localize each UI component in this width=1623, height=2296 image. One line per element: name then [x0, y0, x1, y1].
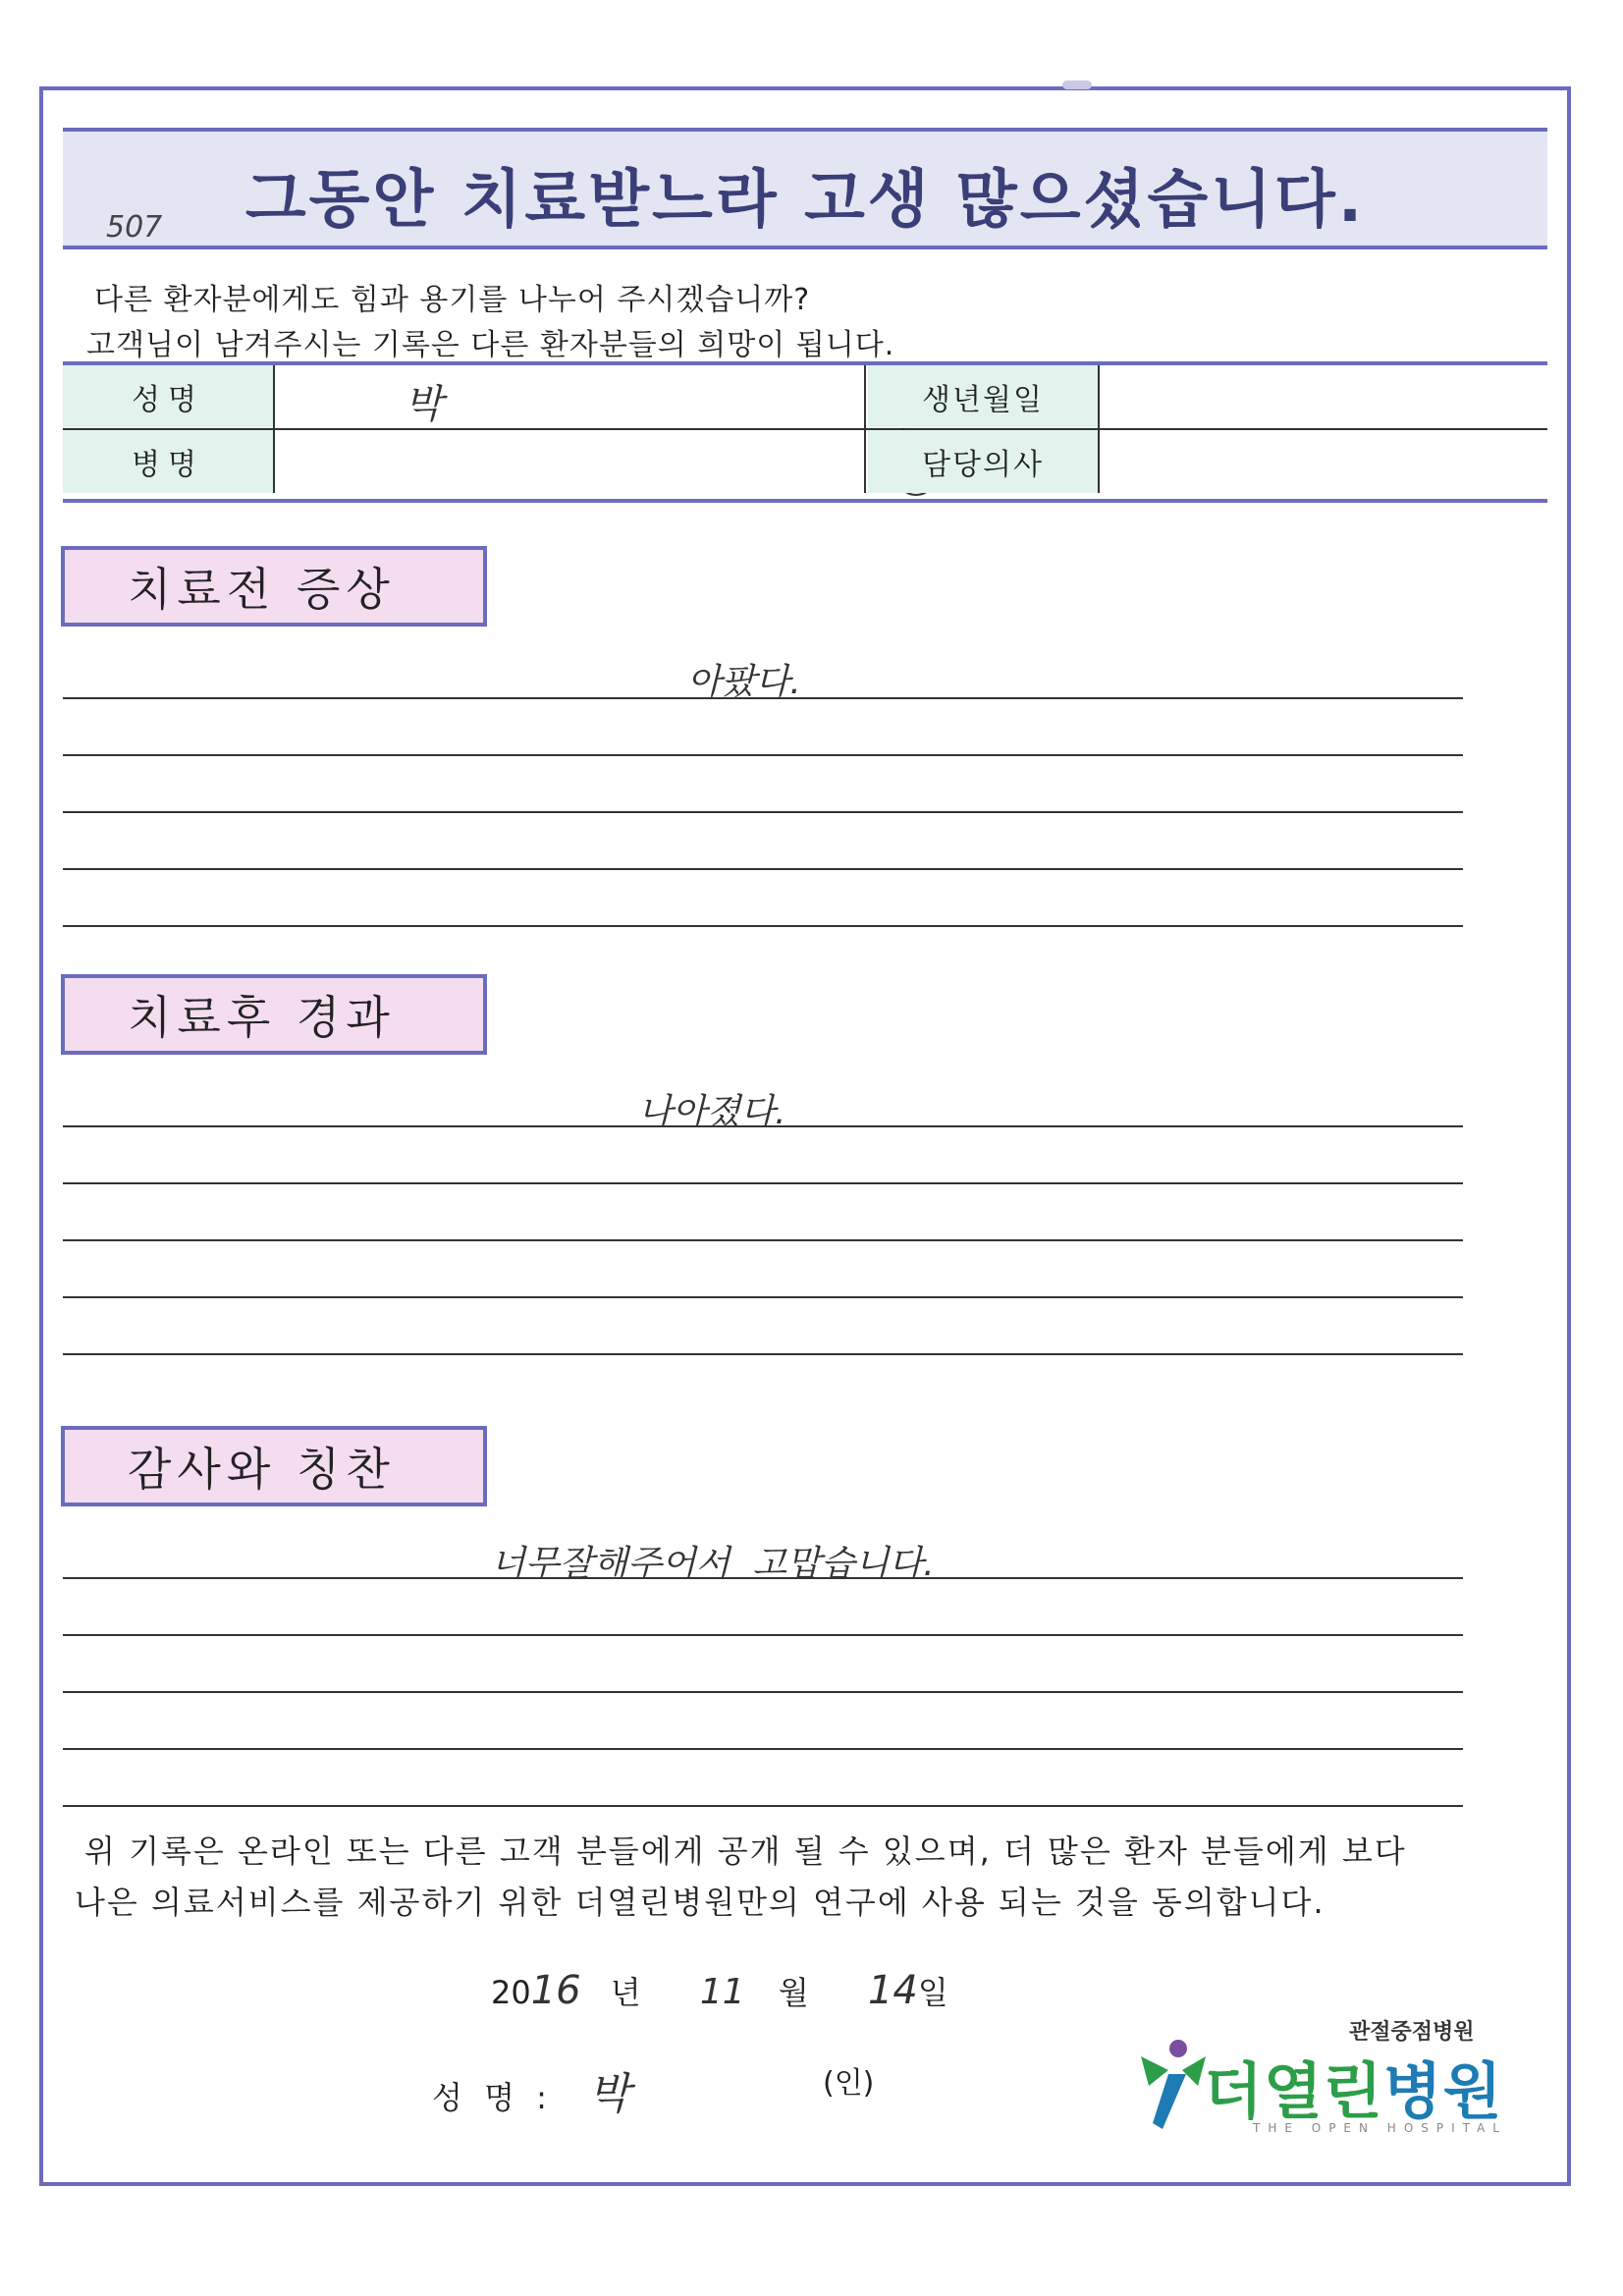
writing-line [63, 1691, 1463, 1693]
name-label: 성명 [63, 365, 275, 428]
answer-before: 아팠다. [687, 662, 801, 702]
doctor-label: 담당의사 [868, 430, 1100, 493]
consent-line-1: 위 기록은 온라인 또는 다른 고객 분들에게 공개 될 수 있으며, 더 많은 환자 분들에게 보다 [84, 1832, 1407, 1870]
writing-line [63, 1125, 1463, 1127]
logo-tagline: 관절중점병원 [1349, 2020, 1475, 2045]
month-label: 월 [778, 1974, 809, 2011]
day-label: 일 [917, 1974, 948, 2011]
date-field[interactable] [491, 1968, 948, 2013]
signature-field[interactable] [432, 2058, 636, 2121]
patient-info-table [63, 361, 1547, 503]
doctor-field[interactable] [1102, 430, 1547, 493]
binder-hole [1062, 81, 1092, 89]
birth-field[interactable] [1102, 365, 1547, 428]
section-title-thanks: 감사와 칭찬 [61, 1426, 487, 1506]
writing-line [63, 925, 1463, 927]
writing-line [63, 1634, 1463, 1636]
title-banner [63, 128, 1547, 249]
logo-name-part1: 더열린 [1204, 2055, 1383, 2127]
writing-line [63, 1577, 1463, 1579]
intro-line-2: 고객님이 남겨주시는 기록은 다른 환자분들의 희망이 됩니다. [86, 328, 895, 362]
year-label: 년 [610, 1974, 641, 2011]
info-row-1 [63, 365, 1547, 430]
writing-line [63, 1805, 1463, 1807]
signature-label: 성 명 : [432, 2079, 553, 2116]
logo-name-part2: 병원 [1382, 2055, 1503, 2127]
intro-line-1: 다른 환자분에게도 힘과 용기를 나누어 주시겠습니까? [94, 283, 811, 317]
disease-label: 병명 [63, 430, 275, 493]
section-title-after: 치료후 경과 [61, 974, 487, 1055]
answer-after: 나아졌다. [638, 1092, 786, 1132]
logo-name [1204, 2043, 1502, 2130]
writing-line [63, 1748, 1463, 1750]
name-field[interactable] [277, 365, 866, 428]
year-prefix: 20 [491, 1974, 531, 2011]
info-row-2 [63, 430, 1547, 493]
month-value: 11 [699, 1972, 745, 2012]
seal-mark: (인) [823, 2066, 875, 2101]
writing-line [63, 868, 1463, 870]
writing-line [63, 1182, 1463, 1184]
writing-line [63, 754, 1463, 756]
signature-value: 박 [588, 2069, 636, 2119]
consent-line-2: 나은 의료서비스를 제공하기 위한 더열린병원만의 연구에 사용 되는 것을 동의합니다. [75, 1884, 1325, 1921]
answer-thanks: 너무잘해주어서 고맙습니다. [491, 1544, 935, 1584]
day-value: 14 [867, 1968, 918, 2013]
section-title-before: 치료전 증상 [61, 546, 487, 627]
writing-line [63, 1239, 1463, 1241]
writing-line [63, 697, 1463, 699]
page-title: 그동안 치료받느라 고생 많으셨습니다. [244, 164, 1366, 237]
handwritten-number: 507 [106, 210, 163, 245]
writing-line [63, 1353, 1463, 1355]
writing-line [63, 811, 1463, 813]
hospital-logo-icon [1139, 2035, 1208, 2133]
birth-label: 생년월일 [868, 365, 1100, 428]
name-value: 박 [405, 382, 443, 427]
year-hand: 16 [530, 1968, 581, 2013]
writing-line [63, 1296, 1463, 1298]
logo-english: THE OPEN HOSPITAL [1253, 2121, 1507, 2135]
disease-field[interactable] [277, 430, 866, 493]
